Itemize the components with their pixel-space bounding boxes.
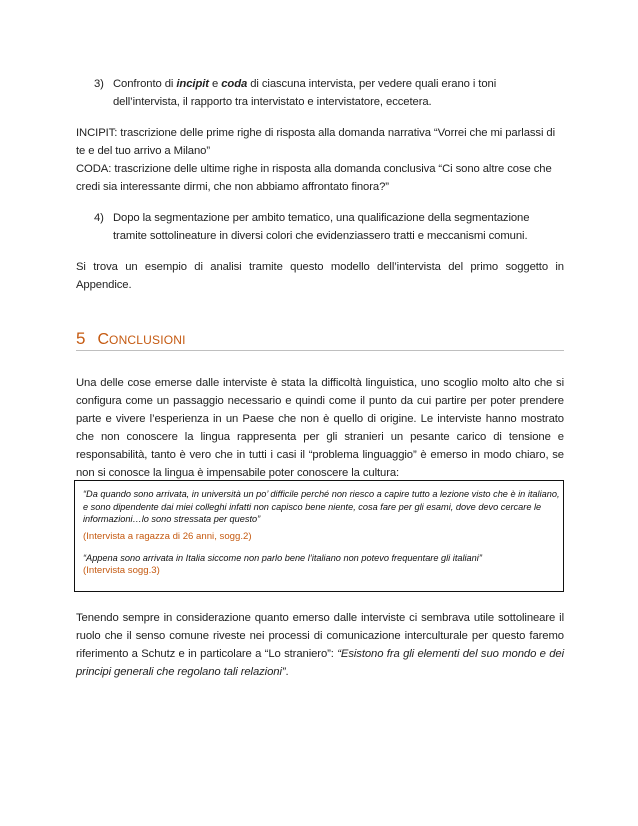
quote-reference: (Intervista sogg.3) [83, 565, 160, 576]
list-item-3 [94, 75, 564, 111]
section-title-rest: ONCLUSIONI [109, 333, 186, 347]
section-number: 5 [76, 329, 86, 348]
quote-box [74, 480, 564, 592]
section-title-initial: C [97, 331, 110, 348]
heading-rule [76, 350, 564, 351]
section-heading [76, 328, 564, 351]
quote-reference: (Intervista a ragazza di 26 anni, sogg.2) [83, 531, 252, 542]
quote-text: “Appena sono arrivata in Italia siccome non parlo bene l’italiano non potevo frequentare gli italiani” [83, 553, 482, 563]
list-number: 3) [94, 78, 104, 90]
list-item-body: Confronto di incipit e coda di ciascuna intervista, per vedere quali erano i toni dell’intervista, il rapporto tra intervistato e intervistatore, eccetera. [113, 78, 497, 108]
schutz-quote: “Esistono fra gli elementi del suo mondo e dei principi generali che regolano tali relazioni” [76, 648, 564, 678]
paragraph-conclusions: Una delle cose emerse dalle interviste è stata la difficoltà linguistica, uno scoglio molto alto che si configura come un passaggio necessario e quindi come il punto da cui partire per poter prendere parte e vivere l’esperienza in un Paese che non è quello di origine. Le interviste hanno mostrato che non conoscere la lingua rappresenta per gli stranieri un pesante carico di tensione e responsabilità, tanto è vero che in tutti i casi il “problema linguaggio” è emerso in modo chiaro, se non si conosce la lingua è impensabile poter conoscere la cultura: [76, 377, 564, 479]
list-number: 4) [94, 212, 104, 224]
coda-definition: CODA: trascrizione delle ultime righe in risposta alla domanda conclusiva “Ci sono altre cose che credi sia interessante dirmi, che non abbiamo affrontato finora?” [76, 163, 552, 193]
appendix-note: Si trova un esempio di analisi tramite questo modello dell’intervista del primo soggetto in Appendice. [76, 261, 564, 291]
incipit-definition: INCIPIT: trascrizione delle prime righe di risposta alla domanda narrativa “Vorrei che mi parlassi di te e del tuo arrivo a Milano” [76, 127, 556, 157]
coda-term: coda [221, 78, 248, 90]
paragraph-schutz: Tenendo sempre in considerazione quanto emerso dalle interviste ci sembrava utile sottolineare il ruolo che il senso comune riveste nei processi di comunicazione interculturale per questo faremo riferimento a Schutz e in particolare a “Lo straniero”: “Esistono fra gli elementi del suo mondo e dei principi generali che regolano tali relazioni”. [76, 612, 564, 678]
list-item-body: Dopo la segmentazione per ambito tematico, una qualificazione della segmentazione tramite sottolineature in diversi colori che evidenziassero tratti e meccanismi comuni. [113, 212, 530, 242]
list-item-4 [94, 209, 564, 245]
incipit-term: incipit [176, 78, 209, 90]
quote-text: “Da quando sono arrivata, in università un po’ difficile perché non riesco a capire tutto a lezione visto che è in italiano, e sono dipendente dai miei colleghi infatti non capisco bene niente, cosa fare per gli esami, dove devo cercare le informazioni…lo sono stressata per questo” [83, 489, 560, 524]
